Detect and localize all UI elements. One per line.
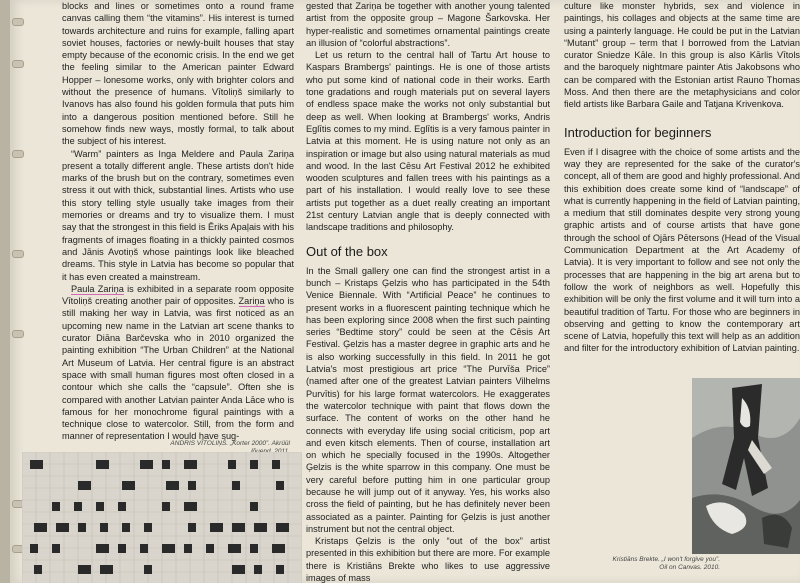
- binder-hole: [12, 250, 24, 258]
- window-mark: [100, 565, 113, 574]
- window-mark: [232, 523, 245, 532]
- window-mark: [52, 502, 60, 511]
- window-mark: [272, 544, 285, 553]
- window-mark: [122, 481, 135, 490]
- window-mark: [144, 523, 152, 532]
- paragraph: Kristaps Ģelzis is the only “out of the box” artist presented in this exhibition but there are more. For example there is Kristiāns Brekte who likes to use aggressive images of mass: [306, 536, 550, 583]
- painting-illustration: [692, 378, 800, 554]
- binder-hole: [12, 150, 24, 158]
- window-mark: [276, 481, 284, 490]
- text-column-3: [564, 0, 800, 355]
- window-mark: [140, 460, 153, 469]
- highlighted-name: Paula Zariņa: [71, 283, 124, 294]
- window-mark: [166, 481, 179, 490]
- artwork-caption: [610, 556, 720, 572]
- window-mark: [140, 544, 148, 553]
- window-mark: [228, 460, 236, 469]
- window-mark: [78, 565, 91, 574]
- window-mark: [254, 523, 267, 532]
- window-mark: [188, 481, 196, 490]
- window-mark: [78, 481, 91, 490]
- window-mark: [78, 523, 86, 532]
- window-mark: [184, 502, 197, 511]
- window-mark: [34, 523, 47, 532]
- paragraph: Let us return to the central hall of Tartu Art house to Kaspars Brambergs' paintings. He is one of those artists who put some kind of national code in their works. Earth tone gradations and rough materials put on several layers of endless space make the works not only substantial but deep as well. When looking at Brambergs' works, Andris Eglītis comes to my mind. Eglītis is a very famous painter in Latvia at this moment. He is using nature not only as an inspiration or image but also using natural materials as mud and wood. In the last Cēsu Art Festival 2012 he exhibited wooden sculptures and fallen trees with his paintings as a part of his installation. I would really love to see these artists put together as a duet really creating an important 21st century Latvian angle that is deeply connected with landscape traditions and philosophy.: [306, 50, 550, 233]
- artwork-image-building: [22, 452, 302, 583]
- paragraph: gested that Zariņa be together with another young talented artist from the opposite group – Magone Šarkovska. Her hyper-realistic and sometimes ornamental paintings create an illusion of “colorful abstractions”.: [306, 1, 550, 48]
- window-mark: [232, 565, 245, 574]
- window-mark: [184, 460, 197, 469]
- window-mark: [96, 544, 109, 553]
- window-mark: [272, 460, 280, 469]
- window-mark: [188, 523, 196, 532]
- window-mark: [100, 523, 108, 532]
- window-mark: [118, 544, 126, 553]
- window-mark: [96, 502, 104, 511]
- section-heading: Introduction for beginners: [564, 124, 712, 140]
- caption-line: Oil on Canvas. 2010.: [659, 564, 720, 571]
- artwork-caption: ANDRIS VĪTOLIŅŠ. „Korter 2000”. Akrüül: [170, 440, 290, 447]
- window-mark: [118, 502, 126, 511]
- window-mark: [184, 544, 192, 553]
- window-mark: [162, 544, 175, 553]
- window-mark: [52, 544, 60, 553]
- paragraph: [62, 283, 294, 443]
- window-mark: [276, 565, 284, 574]
- artwork-image-painting: [692, 378, 800, 554]
- binder-hole: [12, 330, 24, 338]
- window-mark: [30, 460, 43, 469]
- window-mark: [254, 565, 262, 574]
- window-mark: [228, 544, 241, 553]
- paragraph: blocks and lines or sometimes onto a round frame canvas calling them “the vitamins”. His interest is turned towards architecture and ruins for example, falling apart soviet houses, factories or newly-built houses that stay empty because of the economic crisis. In the end we get the feeling similar to the American painter Edward Hopper – lonesome works, only with brighter colors and without the presence of humans. Vītoliņš similarly to Ivanovs has also found his golden formula that puts him into a dangerous position mentioned before. Still he somehow finds new ways, mostly formal, to talk about the subject of his interest.: [62, 1, 294, 147]
- binder-hole: [12, 18, 24, 26]
- building-facade-illustration: [22, 452, 302, 583]
- paragraph: In the Small gallery one can find the strongest artist in a bunch – Kristaps Ģelzis who has participated in the 54th Venice Biennale. With “Artificial Peace” he continues to present works in a fluorescent painting technique which he has been exploring since 2008 when the first such painting series “Bedtime story” could be seen at the Cēsis Art Festival. Ģelzis has a master degree in graphic arts and he is also working successfully in this field. In 2011 he got Latvia's most prestigious art price “The Purvīša Price” (named after one of the greatest Latvian painters Vilhelms Purvītis) for his large format watercolors. He exaggerates the watercolor technique with paint that flows down the surface. The content of works on the other hand he connects with everyday life using social criticism, pop art and even kitsch elements. Then of course, installation art on which he specially focused in the 1990s. Altogether Ģelzis is the white sparrow in this company. One must be very careful before putting him in one particular group because he will jump out of it anyway. Yes, his works also cross the field of painting, but he has definitely never been associated as a painter. Painting for Ģelzis is just another instrument but not the central object.: [306, 265, 550, 534]
- window-mark: [232, 481, 240, 490]
- highlighted-name: Zariņa: [238, 296, 265, 307]
- caption-line: Kristiāns Brekte. „I won't forgive you”.: [612, 556, 720, 563]
- text-run: who is still making her way in Latvia, was first noticed as an upcoming new name in the Latvian art scene thanks to curator Diāna Barčevska who in 2010 organized the painting exhibition “The Urban Children” at the National Art Museum of Latvia. Her central figure is an abstract space with small human figures most often closed in a contour which she calls the “capsule”. Often she is compared with another Latvian painter Anda Lāce who is famous for her monochrome figural paintings with a technique close to watercolor. Still, from the form and manner of representation I would have sug-: [62, 296, 294, 442]
- paragraph: Even if I disagree with the choice of some artists and the way they are represented for the sake of the curator's concept, all of them are good and highly professional. And this exhibition does create some kind of “landscape” of what is currently happening in the field of Latvian painting, a medium that still dominates despite very strong young graphic artists and of course artists that have gone through the school of Ojārs Pētersons (Head of the Visual Communication Department at the Art Academy of Latvia). It is very important to follow and see not only the processes that are happening in the big art arena but to follow the work of neighbors as well. Hopefully this exhibition will be only the first volume and it will turn into a beautiful tradition of Tartu. For those who are beginners in observing and getting to know the contemporary art scene of Latvia, hopefully this text will help as an addition and filter for the introductory exhibition of Latvian painting.: [564, 146, 800, 354]
- window-mark: [56, 523, 69, 532]
- window-mark: [206, 544, 214, 553]
- window-mark: [276, 523, 289, 532]
- paragraph: “Warm” painters as Inga Meldere and Paula Zariņa present a totally different angle. These artists don't hide marks of the brush but on the contrary, sometimes even stress it out with thick, substantial lines. Artists who use this story telling style usually take images from their memories or dreams and try to visualize them. I must say that the strongest in this field is Ēriks Apaļais with his fragments of images floating in a thickly painted cosmos and Jānis Avotiņš whose paintings look like bleached dreams. This style in Latvia has become so popular that it has even created a mainstream.: [62, 148, 294, 282]
- window-mark: [250, 460, 258, 469]
- window-mark: [34, 565, 42, 574]
- text-run: is exhibited in a separate room opposite Vītoliņš creating another pair of opposites.: [62, 283, 295, 307]
- window-mark: [30, 544, 38, 553]
- text-column-1: [62, 0, 294, 443]
- window-mark: [162, 460, 170, 469]
- section-heading: Out of the box: [306, 243, 388, 259]
- window-mark: [162, 502, 170, 511]
- window-mark: [210, 523, 223, 532]
- binder-hole: [12, 60, 24, 68]
- text-column-2: [306, 0, 550, 583]
- window-mark: [250, 544, 258, 553]
- paragraph: culture like monster hybrids, sex and violence in paintings, his collages and objects at the same time are using a painterly language. He could be put in the Latvian “Mutant” group – term that I borrowed from the Latvian curator Sniedze Kāle. In this group is also Kārlis Vītols and the baroquely nightmare painter Atis Jakobsons who can be compared with the Estonian artist Rauno Thomas Moss. And then there are the metaphysicians and color field artists like Barbara Gaile and Tatjana Krivenkova.: [564, 1, 800, 110]
- window-mark: [96, 460, 109, 469]
- window-mark: [74, 502, 82, 511]
- window-mark: [250, 502, 258, 511]
- magazine-page: [10, 0, 800, 583]
- window-mark: [144, 565, 152, 574]
- window-mark: [122, 523, 130, 532]
